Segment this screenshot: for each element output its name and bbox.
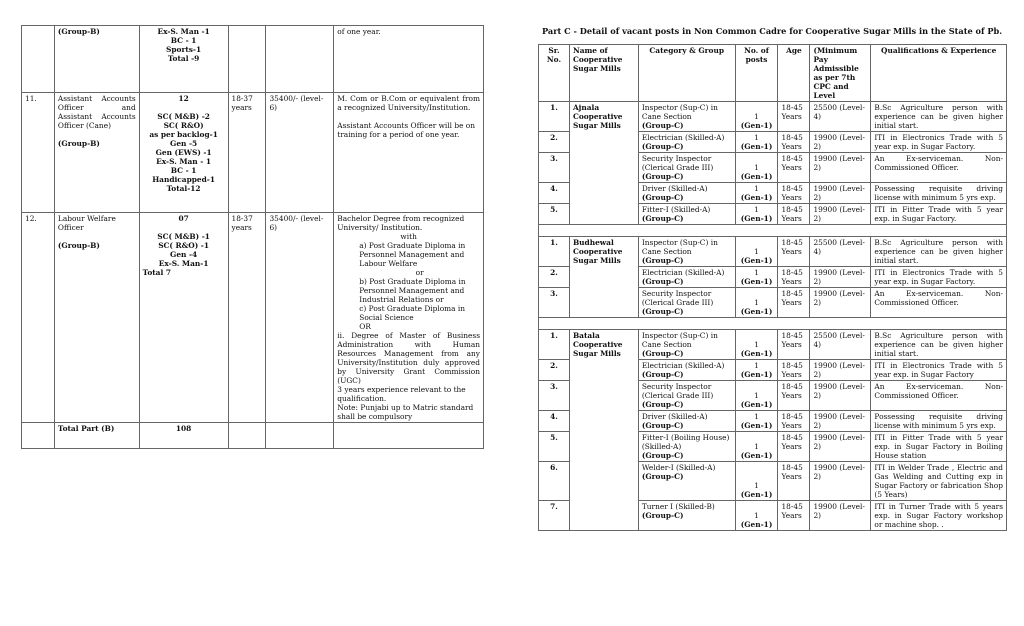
table-row (22, 26, 484, 93)
age-range: 18-45 Years (778, 204, 810, 225)
posts-count: 1 (Gen-1) (735, 267, 778, 288)
post-name: Assistant Accounts Officer and Assistant Accounts Officer (Cane) (Group-B) (54, 93, 139, 213)
category-group: Inspector (Sup-C) in Cane Section (Group-C) (638, 102, 735, 132)
age-range: 18-45 Years (778, 381, 810, 411)
serial-number: 7. (539, 501, 570, 531)
pay-level: 19900 (Level-2) (810, 132, 871, 153)
age-range: 18-45 Years (778, 132, 810, 153)
table-row (539, 330, 1007, 360)
qualification-text: B.Sc Agriculture person with experience can be given higher initial start. (871, 237, 1007, 267)
posts-count: 1 (Gen-1) (735, 462, 778, 501)
qualification-text: B.Sc Agriculture person with experience can be given higher initial start. (871, 330, 1007, 360)
posts-count: 1 (Gen-1) (735, 288, 778, 318)
header-sr: Sr. No. (539, 45, 570, 102)
serial-number: 5. (539, 432, 570, 462)
pay-level: 19900 (Level-2) (810, 183, 871, 204)
qualification-text: Possessing requisite driving license with minimum 5 yrs exp. (871, 411, 1007, 432)
pay-level: 25500 (Level-4) (810, 330, 871, 360)
qualification-text: M. Com or B.Com or equivalent from a recognized University/Institution. Assistant Accounts Officer will be on training for a period of one year. (334, 93, 484, 213)
age-range: 18-45 Years (778, 102, 810, 132)
section-gap (539, 318, 1007, 330)
posts-count: 1 (Gen-1) (735, 132, 778, 153)
category-group: Driver (Skilled-A) (Group-C) (638, 183, 735, 204)
mill-name: Ajnala Cooperative Sugar Mills (569, 102, 638, 225)
posts-count: 1 (Gen-1) (735, 501, 778, 531)
serial-number: 2. (539, 360, 570, 381)
qualification-text: An Ex-serviceman. Non-Commissioned Officer. (871, 153, 1007, 183)
category-group: Welder-I (Skilled-A) (Group-C) (638, 462, 735, 501)
age-range: 18-45 Years (778, 288, 810, 318)
posts-count: 1 (Gen-1) (735, 432, 778, 462)
age-range: 18-37 years (228, 93, 266, 213)
qualification-text: ITI in Electronics Trade with 5 year exp. in Sugar Factory. (871, 132, 1007, 153)
pay-level: 19900 (Level-2) (810, 381, 871, 411)
total-label: Total Part (B) (54, 423, 139, 449)
qualification-text: ITI in Fitter Trade with 5 year exp. in Sugar Factory. (871, 204, 1007, 225)
table-row (539, 102, 1007, 132)
part-c-title: Part C - Detail of vacant posts in Non Common Cadre for Cooperative Sugar Mills in the State of Pb. (542, 26, 1003, 36)
category-group: Inspector (Sup-C) in Cane Section (Group-C) (638, 330, 735, 360)
table-row (539, 237, 1007, 267)
age-range: 18-45 Years (778, 360, 810, 381)
pay-level: 25500 (Level-4) (810, 237, 871, 267)
header-category: Category & Group (638, 45, 735, 102)
part-b-table (21, 25, 484, 449)
posts-count: 1 (Gen-1) (735, 237, 778, 267)
serial-number: 2. (539, 267, 570, 288)
pay-scale: 35400/- (level-6) (266, 213, 334, 423)
table-row (22, 213, 484, 423)
category-group: Turner I (Skilled-B) (Group-C) (638, 501, 735, 531)
qualification-text: An Ex-serviceman. Non-Commissioned Officer. (871, 381, 1007, 411)
qualification-text: ITI in Welder Trade , Electric and Gas Welding and Cutting exp in Sugar Factory or fabrication Shop (5 Years) (871, 462, 1007, 501)
group-label: (Group-B) (54, 26, 139, 93)
serial-number: 4. (539, 411, 570, 432)
serial-number: 3. (539, 153, 570, 183)
posts-count: 1 (Gen-1) (735, 330, 778, 360)
pay-level: 19900 (Level-2) (810, 432, 871, 462)
age-range: 18-45 Years (778, 432, 810, 462)
qualification-text: ITI in Electronics Trade with 5 year exp. in Sugar Factory (871, 360, 1007, 381)
qualification-text: ITI in Electronics Trade with 5 year exp. in Sugar Factory. (871, 267, 1007, 288)
section-gap (539, 225, 1007, 237)
pay-level: 19900 (Level-2) (810, 501, 871, 531)
pay-level: 19900 (Level-2) (810, 204, 871, 225)
qualification-text: ITI in Fitter Trade with 5 year exp. in Sugar Factory in Boiling House station (871, 432, 1007, 462)
posts-count: 1 (Gen-1) (735, 381, 778, 411)
mill-name: Budhewal Cooperative Sugar Mills (569, 237, 638, 318)
pay-level: 19900 (Level-2) (810, 360, 871, 381)
table-row (22, 93, 484, 213)
header-qualifications: Qualifications & Experience (871, 45, 1007, 102)
age-range: 18-45 Years (778, 183, 810, 204)
serial-number: 11. (22, 93, 55, 213)
category-group: Security Inspector (Clerical Grade III) (Group-C) (638, 288, 735, 318)
category-group: Security Inspector (Clerical Grade III) (Group-C) (638, 153, 735, 183)
serial-number: 3. (539, 288, 570, 318)
qualification-text: Possessing requisite driving license with minimum 5 yrs exp. (871, 183, 1007, 204)
posts-breakdown: 07 SC( M&B) -1 SC( R&O) -1 Gen -4 Ex-S. Man-1 Total 7 (139, 213, 228, 423)
serial-number: 1. (539, 330, 570, 360)
serial-number: 2. (539, 132, 570, 153)
pay-level: 19900 (Level-2) (810, 267, 871, 288)
mills-body (539, 102, 1007, 531)
age-range: 18-45 Years (778, 237, 810, 267)
post-name: Labour Welfare Officer (Group-B) (54, 213, 139, 423)
category-group: Inspector (Sup-C) in Cane Section (Group-C) (638, 237, 735, 267)
age-range: 18-45 Years (778, 501, 810, 531)
mill-name: Batala Cooperative Sugar Mills (569, 330, 638, 531)
header-posts: No. of posts (735, 45, 778, 102)
pay-level: 19900 (Level-2) (810, 462, 871, 501)
serial-number: 1. (539, 237, 570, 267)
serial-number: 12. (22, 213, 55, 423)
pay-level: 25500 (Level-4) (810, 102, 871, 132)
category-group: Fitter-I (Skilled-A) (Group-C) (638, 204, 735, 225)
header-age: Age (778, 45, 810, 102)
serial-number: 5. (539, 204, 570, 225)
serial-number: 1. (539, 102, 570, 132)
age-range: 18-37 years (228, 213, 266, 423)
age-range: 18-45 Years (778, 267, 810, 288)
serial-number: 6. (539, 462, 570, 501)
posts-count: 1 (Gen-1) (735, 204, 778, 225)
qualification-text: of one year. (334, 26, 484, 93)
posts-count: 1 (Gen-1) (735, 183, 778, 204)
total-row (22, 423, 484, 449)
pay-scale: 35400/- (level-6) (266, 93, 334, 213)
category-group: Fitter-I (Boiling House) (Skilled-A) (Group-C) (638, 432, 735, 462)
category-group: Electrician (Skilled-A) (Group-C) (638, 132, 735, 153)
age-range: 18-45 Years (778, 411, 810, 432)
header-row (539, 45, 1007, 102)
age-range: 18-45 Years (778, 153, 810, 183)
posts-count: 1 (Gen-1) (735, 102, 778, 132)
qualification-text: B.Sc Agriculture person with experience can be given higher initial start. (871, 102, 1007, 132)
posts-breakdown: 12 SC( M&B) -2 SC( R&O) as per backlog-1 Gen -5 Gen (EWS) -1 Ex-S. Man - 1 BC - 1 Handicapped-1 Total-12 (139, 93, 228, 213)
qualification-text: Bachelor Degree from recognized University/ Institution. with a) Post Graduate Diploma in Personnel Management and Labour Welfare or b) Post Graduate Diploma in Personnel Management and Industrial Relations or c) Post Graduate Diploma in Social Science OR ii. Degree of Master of Business Administration with Human Resources Management from any University/Institution duly approved by University Grant Commission (UGC) 3 years experience relevant to the qualification. Note: Punjabi up to Matric standard shall be compulsory (334, 213, 484, 423)
pay-level: 19900 (Level-2) (810, 288, 871, 318)
posts-count: 1 (Gen-1) (735, 153, 778, 183)
age-range: 18-45 Years (778, 330, 810, 360)
pay-level: 19900 (Level-2) (810, 153, 871, 183)
category-group: Electrician (Skilled-A) (Group-C) (638, 360, 735, 381)
qualification-text: ITI in Turner Trade with 5 years exp. in Sugar Factory workshop or machine shop. . (871, 501, 1007, 531)
posts-breakdown: Ex-S. Man -1 BC - 1 Sports-1 Total -9 (139, 26, 228, 93)
posts-count: 1 (Gen-1) (735, 360, 778, 381)
category-group: Electrician (Skilled-A) (Group-C) (638, 267, 735, 288)
posts-count: 1 (Gen-1) (735, 411, 778, 432)
category-group: Driver (Skilled-A) (Group-C) (638, 411, 735, 432)
header-name: Name of Cooperative Sugar Mills (569, 45, 638, 102)
part-c-table (538, 44, 1007, 531)
serial-number: 4. (539, 183, 570, 204)
total-value: 108 (139, 423, 228, 449)
age-range: 18-45 Years (778, 462, 810, 501)
category-group: Security Inspector (Clerical Grade III) (Group-C) (638, 381, 735, 411)
pay-level: 19900 (Level-2) (810, 411, 871, 432)
qualification-text: An Ex-serviceman. Non-Commissioned Officer. (871, 288, 1007, 318)
serial-number: 3. (539, 381, 570, 411)
header-pay: (Minimum Pay Admissible as per 7th CPC and Level (810, 45, 871, 102)
